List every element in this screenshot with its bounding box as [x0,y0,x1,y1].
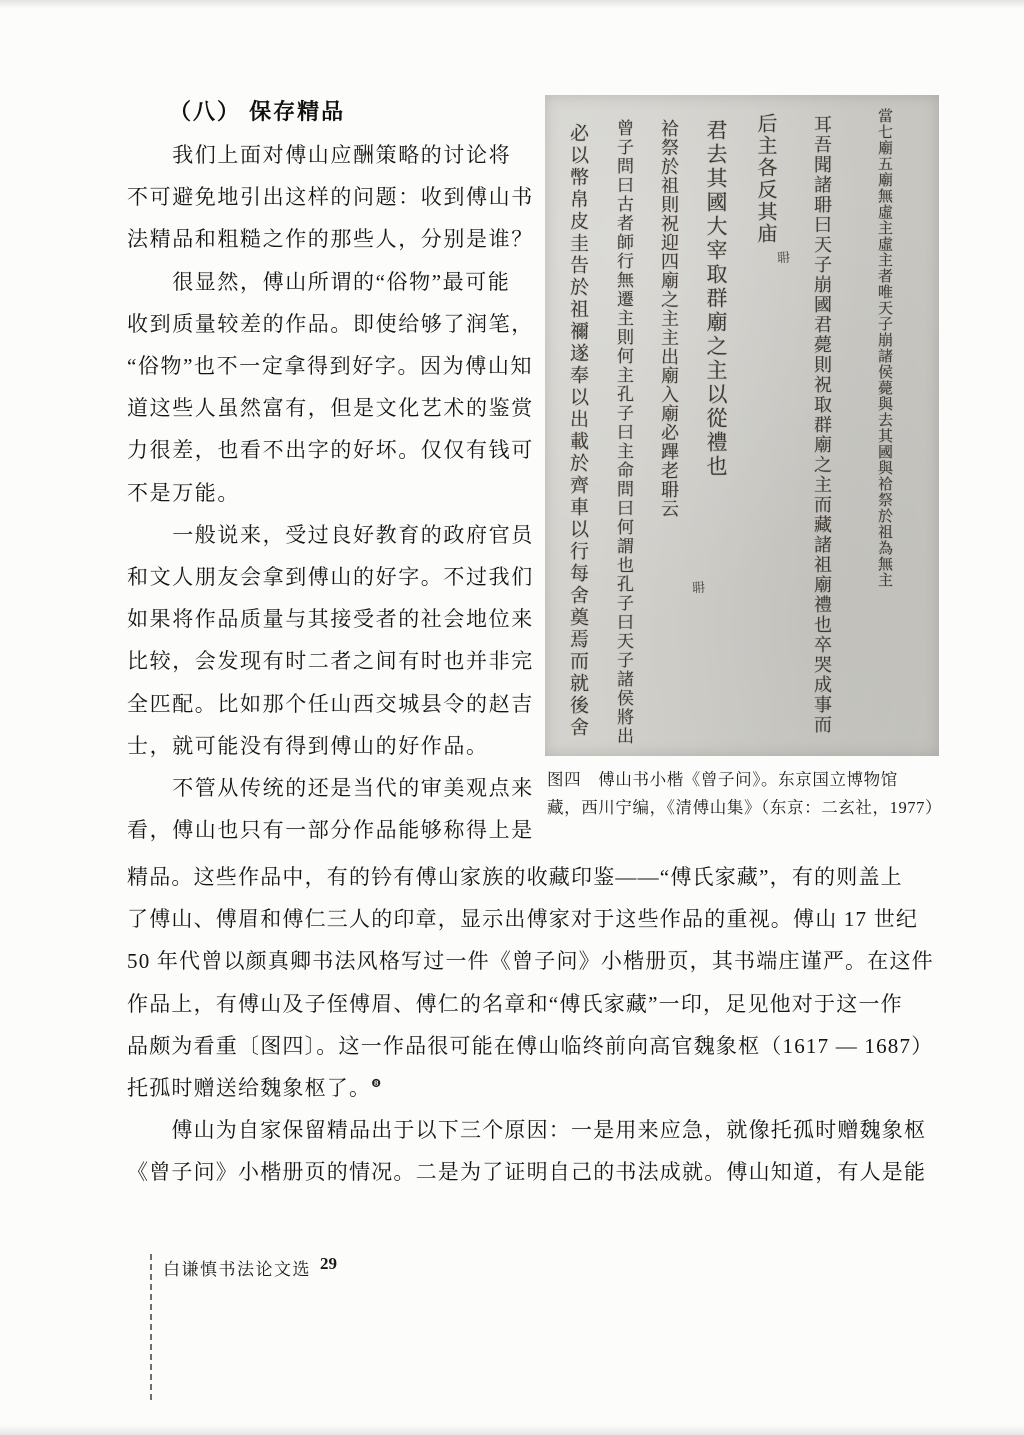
text-line: 士，就可能没有得到傅山的好作品。 [127,733,489,758]
text-line: 力很差，也看不出字的好坏。仅仅有钱可 [127,438,534,463]
text-line: 收到质量较差的作品。即使给够了润笔， [127,311,534,336]
section-heading: （八） 保存精品 [169,99,346,124]
text-line: 精品。这些作品中，有的钤有傅山家族的收藏印鉴——“傅氏家藏”，有的则盖上 [127,865,903,889]
text-line: 看，傅山也只有一部分作品能够称得上是 [127,818,534,843]
text-line: 很显然，傅山所谓的“俗物”最可能 [127,269,511,294]
text-line: 比较，会发现有时二者之间有时也并非完 [127,649,534,674]
caption-line-2: 藏，西川宁编，《清傅山集》（东京：二玄社，1977） [547,797,943,817]
calligraphy-column: 后主各反其庙 [754,113,778,245]
calligraphy-column: 君去其國大宰取群廟之主以從禮也 [704,119,728,479]
text-line-with-footnote [127,1067,937,1109]
calligraphy-column: 當七廟五廟無虛主虛主者唯天子崩諸侯薨與去其國與祫祭於祖為無主 [876,108,894,588]
text-line: 傅山为自家保留精品出于以下三个原因：一是用来应急，就像托孤时赠魏象枢 [127,1118,927,1143]
page-edge-bottom [0,1425,1024,1435]
page-footer [150,1252,450,1402]
text-line: 50 年代曾以颜真卿书法风格写过一件《曾子问》小楷册页，其书端庄谨严。在这件 [127,949,934,974]
calligraphy-column: 必以幣帛皮圭告於祖禰遂奉以出載於齊車以行每舍奠焉而就後舍 [567,123,589,739]
footnote-marker: ❽ [371,1077,383,1091]
left-column-lines [127,134,547,851]
text-line: 我们上面对傅山应酬策略的讨论将 [127,143,512,167]
collation-mark: 耼 [691,580,706,597]
text-line: 法精品和粗糙之作的那些人，分别是谁？ [127,227,534,252]
full-width-text [127,856,937,1194]
text-line: 如果将作品质量与其接受者的社会地位来 [127,607,534,632]
text-line: 和文人朋友会拿到傅山的好字。不过我们 [127,565,534,590]
text-line: 道这些人虽然富有，但是文化艺术的鉴赏 [127,396,534,421]
calligraphy-column: 耳吾聞諸耼曰天子崩國君薨則祝取群廟之主而藏諸祖廟禮也卒哭成事而 [811,115,832,735]
text-line: 不是万能。 [127,480,240,505]
collation-mark: 耼 [776,250,791,267]
page-edge-top [0,0,1024,8]
full-width-lines [127,856,937,1067]
calligraphy-figure [545,95,939,756]
text-line: “俗物”也不一定拿得到好字。因为傅山知 [127,354,534,379]
caption-line-1: 图四 傅山书小楷《曾子问》。东京国立博物馆 [547,770,898,789]
text-line: 托孤时赠送给魏象枢了。 [127,1076,372,1101]
text-line: 不可避免地引出这样的问题：收到傅山书 [127,185,534,210]
text-line: 了傅山、傅眉和傅仁三人的印章，显示出傅家对于这些作品的重视。傅山 17 世纪 [127,907,919,932]
calligraphy-columns [545,95,939,756]
page-number: 29 [320,1254,337,1273]
calligraphy-column: 祫祭於祖則祝迎四廟之主主出廟入廟必蹕老耼云 [658,119,679,518]
text-line: 不管从传统的还是当代的审美观点来 [127,776,534,801]
text-line: 作品上，有傅山及子侄傅眉、傅仁的名章和“傅氏家藏”一印，足见他对于这一作 [127,991,903,1016]
text-line: 《曾子问》小楷册页的情况。二是为了证明自己的书法成就。傅山知道，有人是能 [127,1160,927,1185]
last-paragraph-lines [127,1109,937,1193]
calligraphy-column: 曾子問曰古者師行無遷主則何主孔子曰主命問曰何謂也孔子曰天子諸侯將出 [613,119,633,746]
footer-dashed-rule [150,1254,152,1400]
text-line: 全匹配。比如那个任山西交城县令的赵吉 [127,691,534,716]
footer-book-title: 白谦慎书法论文选 [163,1260,311,1279]
figure-caption [547,766,943,821]
left-text-column [127,90,547,851]
text-line: 一般说来，受过良好教育的政府官员 [127,522,534,547]
text-line: 品颇为看重〔图四〕。这一作品很可能在傅山临终前向高官魏象枢（1617 — 1687） [127,1033,934,1058]
